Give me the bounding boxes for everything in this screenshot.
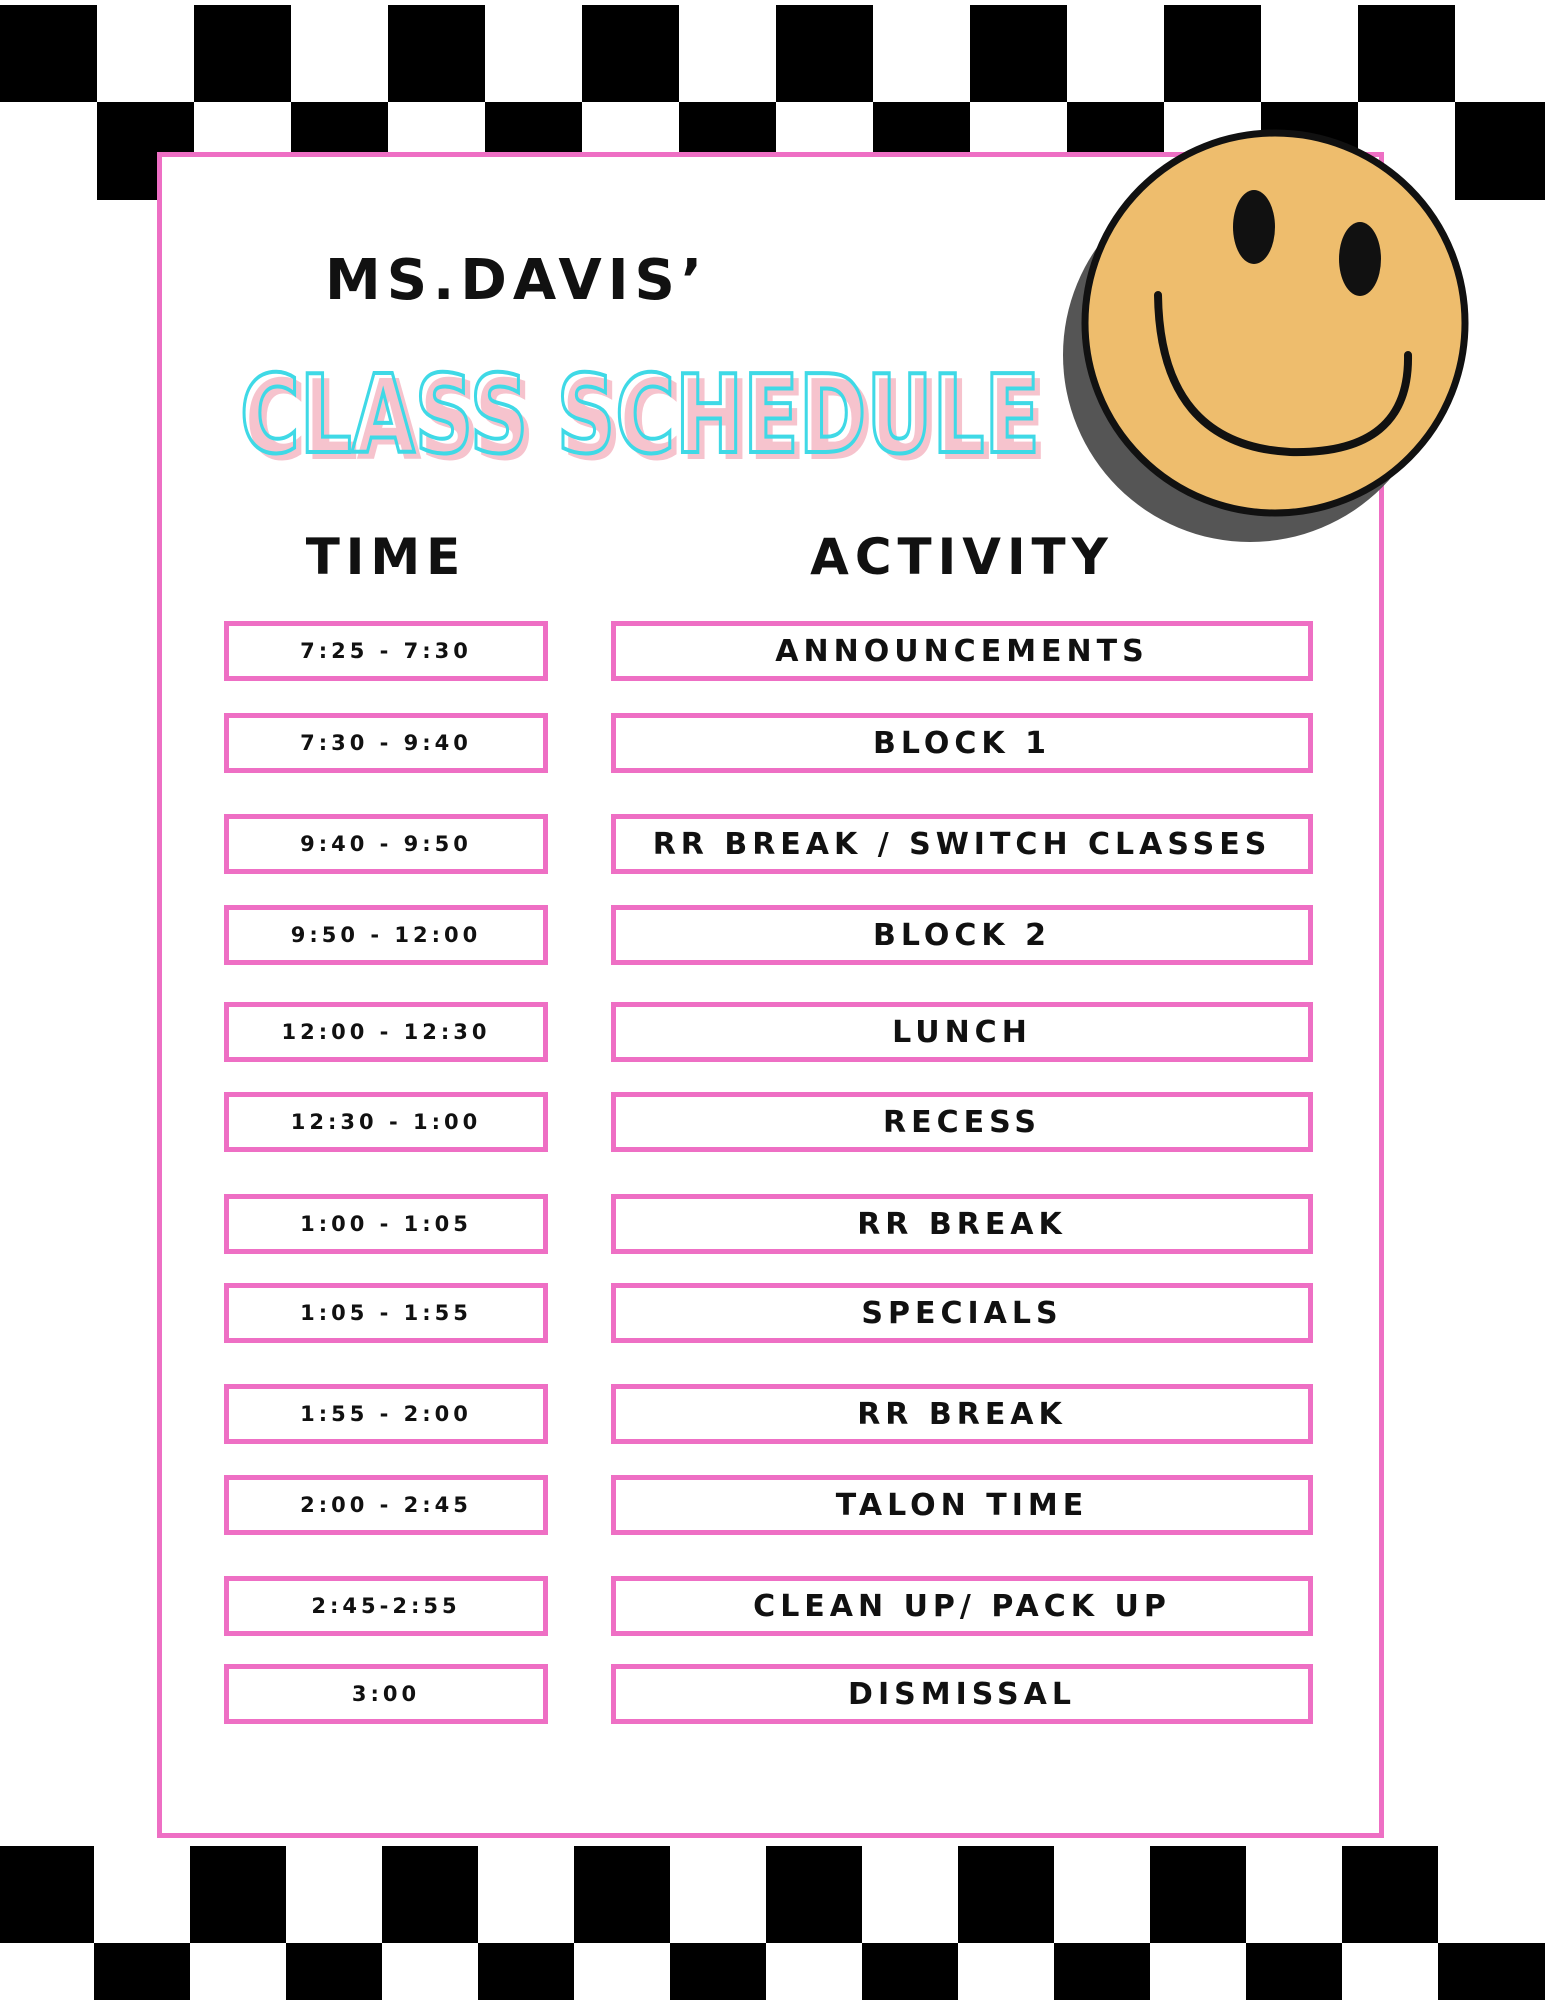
time-cell: 9:50 - 12:00 (224, 905, 548, 965)
activity-cell: RR BREAK (611, 1384, 1313, 1444)
time-cell: 12:00 - 12:30 (224, 1002, 548, 1062)
activity-column-header: ACTIVITY (810, 528, 1114, 586)
time-cell: 2:00 - 2:45 (224, 1475, 548, 1535)
activity-cell: BLOCK 1 (611, 713, 1313, 773)
time-cell: 7:30 - 9:40 (224, 713, 548, 773)
checkerboard-bottom-decoration (0, 1846, 1545, 2000)
activity-cell: DISMISSAL (611, 1664, 1313, 1724)
smiley-face-icon (1045, 105, 1505, 565)
time-cell: 3:00 (224, 1664, 548, 1724)
teacher-name: MS.DAVIS’ (325, 248, 709, 313)
activity-cell: SPECIALS (611, 1283, 1313, 1343)
page-title-outline: CLASS SCHEDULE (240, 353, 1040, 478)
time-cell: 1:05 - 1:55 (224, 1283, 548, 1343)
activity-cell: BLOCK 2 (611, 905, 1313, 965)
activity-cell: RR BREAK (611, 1194, 1313, 1254)
page-title (238, 348, 1058, 478)
time-cell: 1:55 - 2:00 (224, 1384, 548, 1444)
time-cell: 1:00 - 1:05 (224, 1194, 548, 1254)
activity-cell: TALON TIME (611, 1475, 1313, 1535)
time-cell: 2:45-2:55 (224, 1576, 548, 1636)
activity-cell: RECESS (611, 1092, 1313, 1152)
time-cell: 12:30 - 1:00 (224, 1092, 548, 1152)
activity-cell: RR BREAK / SWITCH CLASSES (611, 814, 1313, 874)
page-title-shadow: CLASS SCHEDULE (246, 359, 1046, 478)
time-cell: 9:40 - 9:50 (224, 814, 548, 874)
time-cell: 7:25 - 7:30 (224, 621, 548, 681)
activity-cell: ANNOUNCEMENTS (611, 621, 1313, 681)
activity-cell: LUNCH (611, 1002, 1313, 1062)
time-column-header: TIME (305, 528, 467, 586)
activity-cell: CLEAN UP/ PACK UP (611, 1576, 1313, 1636)
